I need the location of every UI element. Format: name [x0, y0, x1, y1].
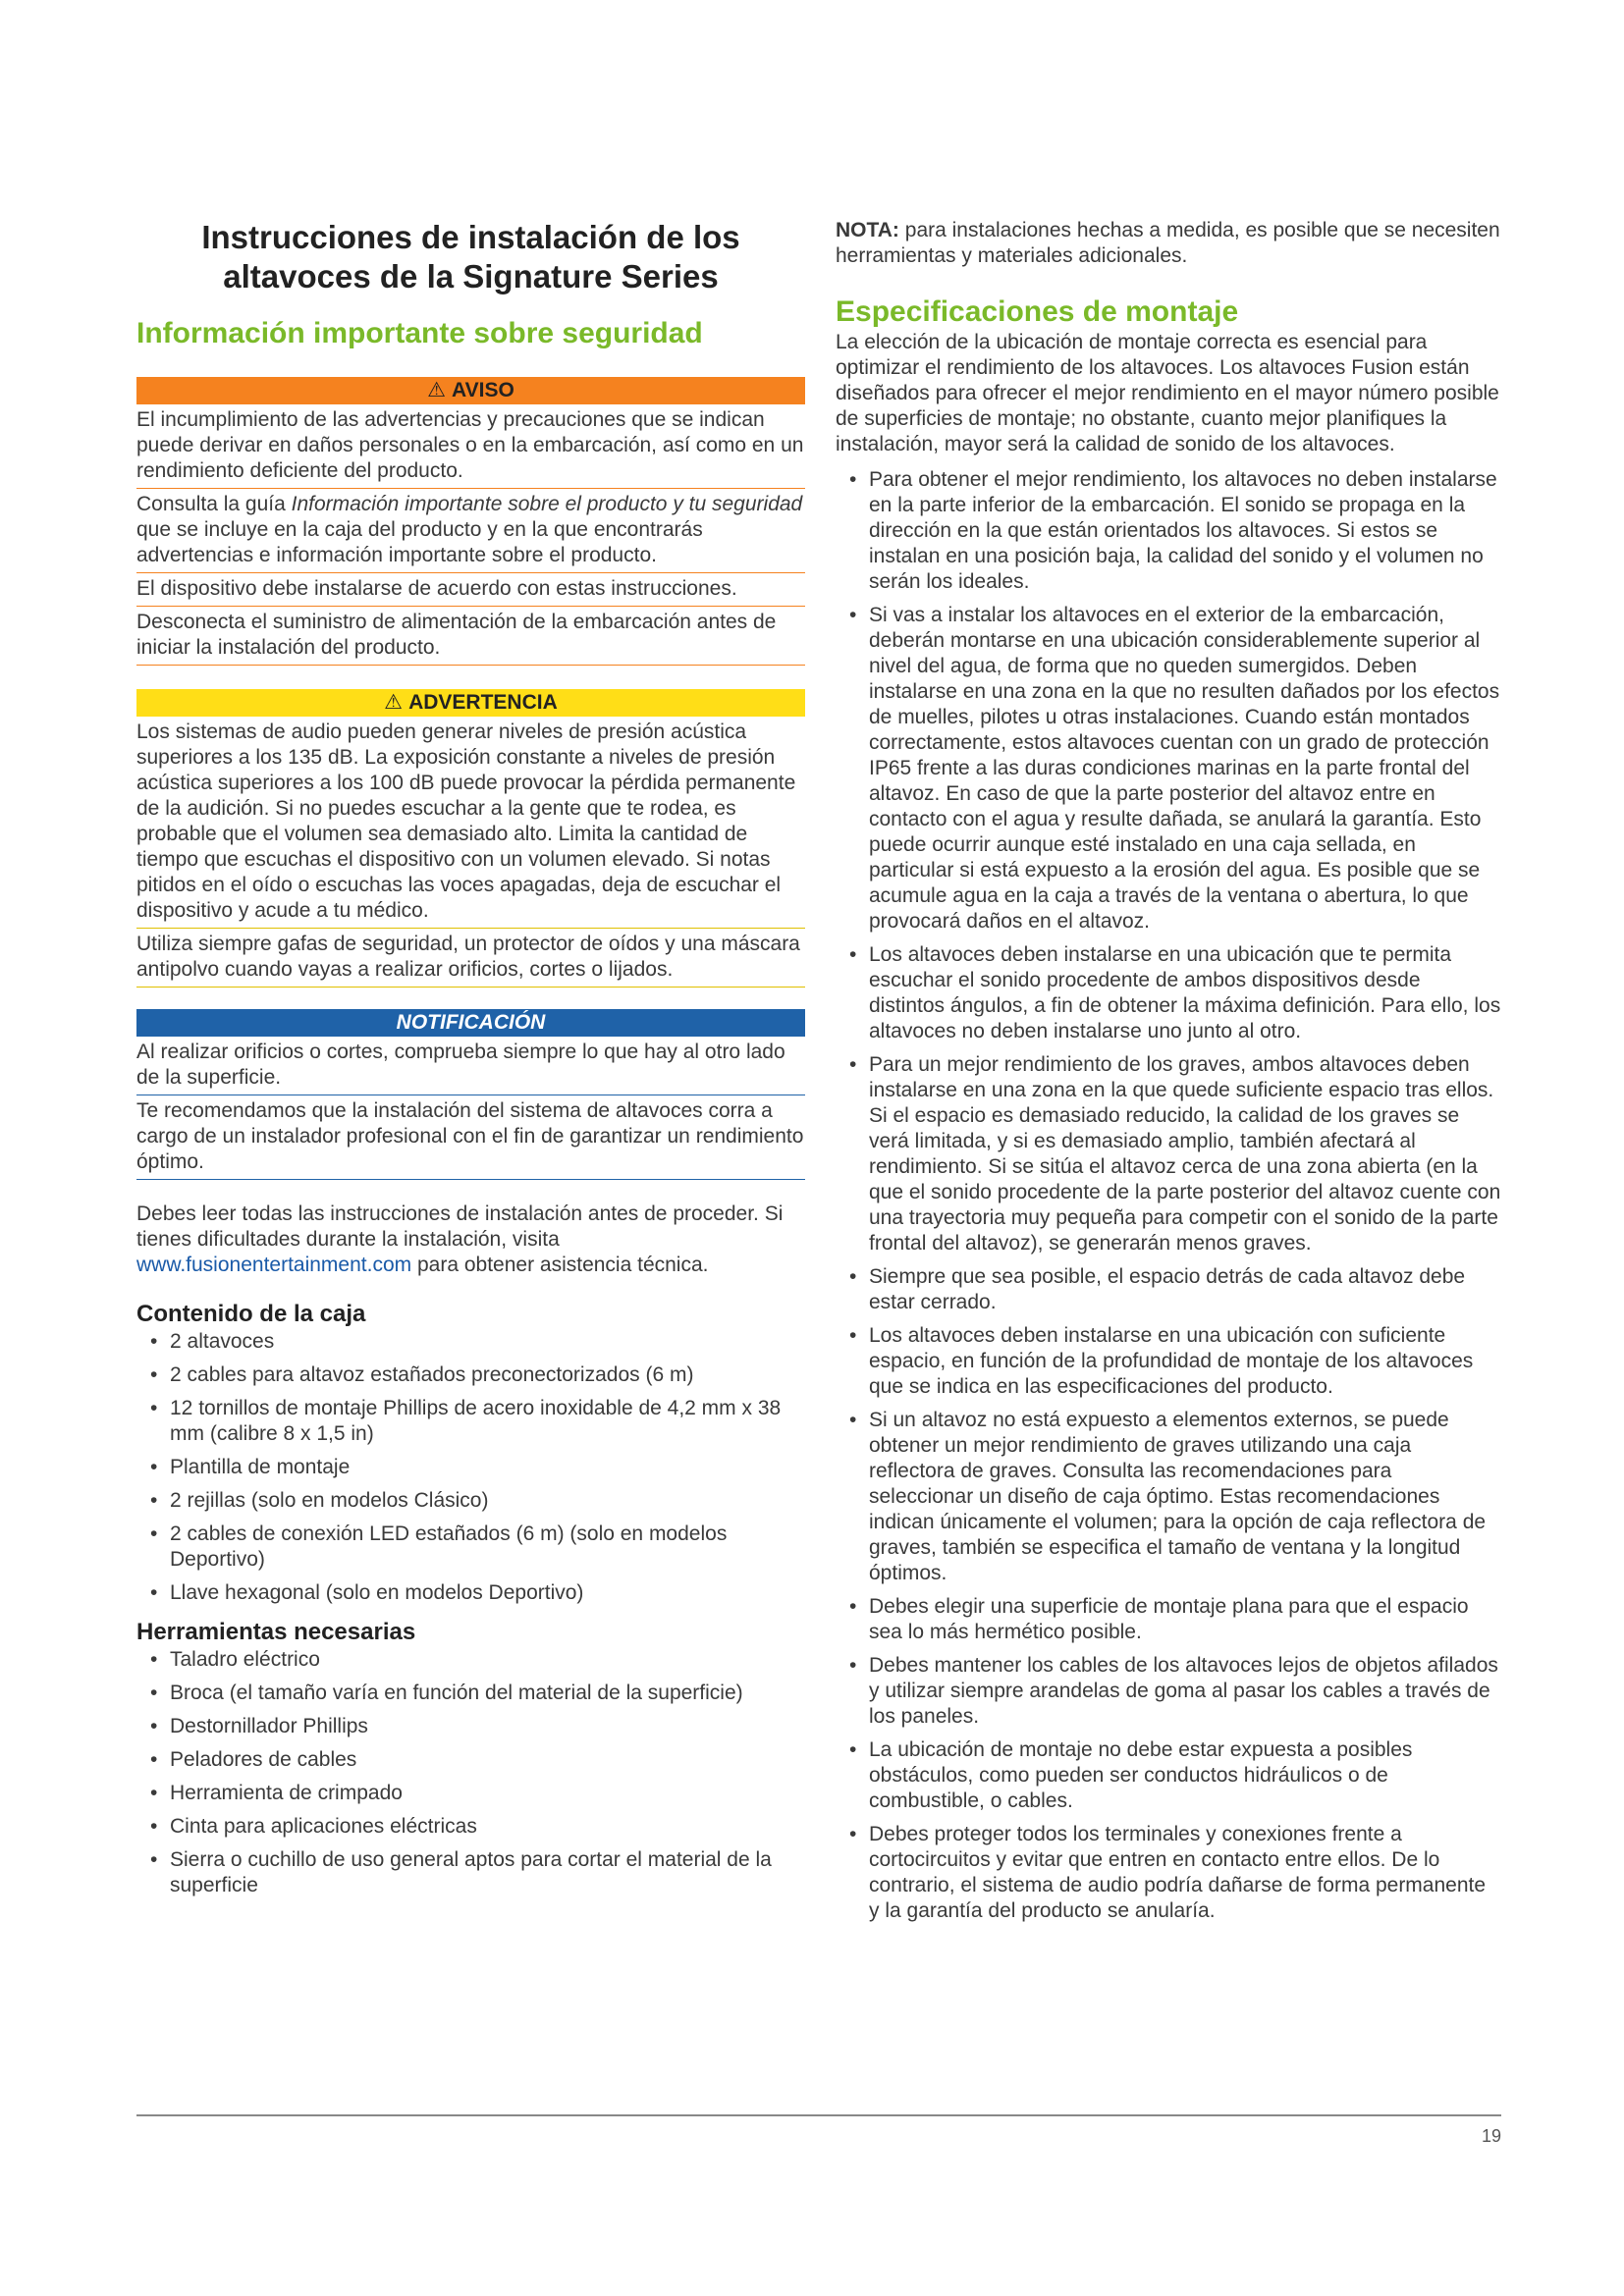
aviso-block-4 — [136, 607, 805, 666]
list-item: • Debes mantener los cables de los altavoces lejos de objetos afilados y utilizar siempre arandelas de goma al pasar los cables a través de los paneles. — [836, 1653, 1501, 1730]
advertencia-block-1 — [136, 717, 805, 929]
list-item: • Siempre que sea posible, el espacio detrás de cada altavoz debe estar cerrado. — [836, 1264, 1501, 1315]
mounting-list — [836, 467, 1501, 1924]
list-item: • Llave hexagonal (solo en modelos Deportivo) — [136, 1580, 805, 1606]
document-title — [136, 218, 805, 296]
notificacion-label: NOTIFICACIÓN — [396, 1011, 546, 1034]
list-item: • Los altavoces deben instalarse en una ubicación que te permita escuchar el sonido procedente de ambos dispositivos desde distintos ángulos, a fin de obtener la máxima definición. Para ello, los altavoces no deben instalarse uno junto al otro. — [836, 942, 1501, 1044]
advertencia-block-2 — [136, 929, 805, 988]
list-item: • Para un mejor rendimiento de los graves, ambos altavoces deben instalarse en una zona en la que quede suficiente espacio tras ellos. Si el espacio es demasiado reducido, la calidad de los graves se verá limitada, y si es demasiado amplio, también afectará al rendimiento. Si se sitúa el altavoz cerca de una zona abierta (en la que el sonido procedente de la parte posterior del altavoz cuente con una trayectoria muy pequeña para competir con el sonido de la parte frontal del altavoz), se generarán menos graves. — [836, 1052, 1501, 1256]
box-contents-heading: Contenido de la caja — [136, 1301, 366, 1327]
notificacion-banner — [136, 1009, 805, 1037]
note-paragraph — [836, 218, 1501, 269]
list-item: • Herramienta de crimpado — [136, 1781, 805, 1806]
list-item: • Si vas a instalar los altavoces en el exterior de la embarcación, deberán montarse en una ubicación considerablemente superior al nivel del agua, de forma que no queden sumergidos. Deben instalarse en una zona en la que no resulten dañados por los efectos de muelles, pilotes u otras instalaciones. Cuando están montados correctamente, estos altavoces cuentan con un grado de protección IP65 frente a las duras condiciones marinas en la parte frontal del altavoz. En caso de que la parte posterior del altavoz entre en contacto con el agua y resulte dañada, se anulará la garantía. Esto puede ocurrir aunque esté instalado en una caja sellada, en particular si está expuesto a la erosión del agua. Es posible que se acumule agua en la caja a través de la ventana o abertura, lo que provocará daños en el altavoz. — [836, 603, 1501, 934]
list-item: • Cinta para aplicaciones eléctricas — [136, 1814, 805, 1840]
list-item: • La ubicación de montaje no debe estar expuesta a posibles obstáculos, como pueden ser conductos hidráulicos o de combustible, o cables. — [836, 1737, 1501, 1814]
warning-triangle-icon: ⚠ — [384, 691, 404, 714]
list-item: • 2 rejillas (solo en modelos Clásico) — [136, 1488, 805, 1514]
tools-list — [136, 1647, 805, 1898]
list-item: • Broca (el tamaño varía en función del material de la superficie) — [136, 1681, 805, 1706]
aviso-block-1 — [136, 404, 805, 489]
list-item: • Los altavoces deben instalarse en una ubicación con suficiente espacio, en función de la profundidad de montaje de los altavoces que se indica en las especificaciones del producto. — [836, 1323, 1501, 1400]
aviso-block-2 — [136, 489, 805, 573]
mounting-intro: La elección de la ubicación de montaje correcta es esencial para optimizar el rendimiento de los altavoces. Los altavoces Fusion están diseñados para ofrecer el mejor rendimiento en el mayor número posible de superficies de montaje; no obstante, cuanto mejor planifiques la instalación, mayor será la calidad de sonido de los altavoces. — [836, 331, 1499, 455]
footer-divider — [136, 2114, 1501, 2116]
list-item: • Para obtener el mejor rendimiento, los altavoces no deben instalarse en la parte inferior de la embarcación. El sonido se propaga en la dirección en la que están orientados los altavoces. Si estos se instalan en una posición baja, la calidad del sonido y el volumen no serán los ideales. — [836, 467, 1501, 595]
aviso-paragraph: El incumplimiento de las advertencias y precauciones que se indican puede derivar en daños personales o en la embarcación, así como en un rendimiento deficiente del producto. — [136, 408, 804, 482]
intro-before-link: Debes leer todas las instrucciones de instalación antes de proceder. Si tienes dificultades durante la instalación, visita — [136, 1202, 784, 1251]
list-item: • Debes proteger todos los terminales y conexiones frente a cortocircuitos y evitar que entren en contacto entre ellos. De lo contrario, el sistema de audio podría dañarse de forma permanente y la garantía del producto se anularía. — [836, 1822, 1501, 1924]
website-link[interactable]: www.fusionentertainment.com — [136, 1254, 412, 1276]
notificacion-block-1 — [136, 1037, 805, 1095]
list-item: • Debes elegir una superficie de montaje plana para que el espacio sea lo más hermético posible. — [836, 1594, 1501, 1645]
list-item: • Plantilla de montaje — [136, 1455, 805, 1480]
list-item: • Taladro eléctrico — [136, 1647, 805, 1673]
document-title-line-1: Instrucciones de instalación de los — [201, 219, 740, 255]
list-item: • 2 cables de conexión LED estañados (6 m) (solo en modelos Deportivo) — [136, 1522, 805, 1573]
advertencia-paragraph: Utiliza siempre gafas de seguridad, un protector de oídos y una máscara antipolvo cuando vayas a realizar orificios, cortes o lijados. — [136, 933, 800, 981]
advertencia-paragraph: Los sistemas de audio pueden generar niveles de presión acústica superiores a los 135 dB. La exposición constante a niveles de presión acústica superiores a los 100 dB puede provocar la pérdida permanente de la audición. Si no puedes escuchar a la gente que te rodea, es probable que el volumen sea demasiado alto. Limita la cantidad de tiempo que escuchas el dispositivo con un volumen elevado. Si notas pitidos en el oído o escuchas las voces apagadas, deja de escuchar el dispositivo y acude a tu médico. — [136, 721, 796, 922]
aviso-label: AVISO — [452, 379, 514, 401]
warning-triangle-icon: ⚠ — [427, 379, 447, 401]
mounting-heading: Especificaciones de montaje — [836, 295, 1239, 328]
note-label: NOTA: — [836, 219, 899, 241]
aviso-paragraph-guide — [136, 492, 805, 568]
advertencia-banner — [136, 689, 805, 717]
list-item: • Destornillador Phillips — [136, 1714, 805, 1739]
notificacion-paragraph: Al realizar orificios o cortes, comprueba siempre lo que hay al otro lado de la superficie. — [136, 1041, 785, 1089]
list-item: • 2 altavoces — [136, 1329, 805, 1355]
list-item: • Si un altavoz no está expuesto a elementos externos, se puede obtener un mejor rendimiento de graves utilizando una caja reflectora de graves. Consulta las recomendaciones para seleccionar un diseño de caja óptimo. Estas recomendaciones indican únicamente el volumen; para la opción de caja reflectora de graves, también se especifica el tamaño de ventana y la longitud óptimos. — [836, 1408, 1501, 1586]
aviso-paragraph: Desconecta el suministro de alimentación de la embarcación antes de iniciar la instalación del producto. — [136, 611, 777, 659]
page-number: 19 — [1481, 2126, 1501, 2146]
list-item: • Peladores de cables — [136, 1747, 805, 1773]
left-column — [136, 218, 805, 1906]
list-item: • 12 tornillos de montaje Phillips de acero inoxidable de 4,2 mm x 38 mm (calibre 8 x 1,5 in) — [136, 1396, 805, 1447]
list-item: • 2 cables para altavoz estañados preconectorizados (6 m) — [136, 1362, 805, 1388]
notificacion-block-2 — [136, 1095, 805, 1180]
intro-after-link: para obtener asistencia técnica. — [411, 1254, 709, 1276]
box-contents-list — [136, 1329, 805, 1606]
right-column — [836, 218, 1501, 1932]
notificacion-paragraph: Te recomendamos que la instalación del sistema de altavoces corra a cargo de un instalador profesional con el fin de garantizar un rendimiento óptimo. — [136, 1099, 804, 1173]
aviso-banner — [136, 377, 805, 404]
document-title-line-2: altavoces de la Signature Series — [223, 258, 719, 294]
safety-heading: Información importante sobre seguridad — [136, 317, 703, 349]
note-text: para instalaciones hechas a medida, es posible que se necesiten herramientas y materiales adicionales. — [836, 219, 1500, 267]
aviso-guide-prefix: Consulta la guía — [136, 493, 292, 515]
list-item: • Sierra o cuchillo de uso general aptos para cortar el material de la superficie — [136, 1847, 805, 1898]
aviso-paragraph: El dispositivo debe instalarse de acuerdo con estas instrucciones. — [136, 577, 737, 600]
aviso-block-3 — [136, 573, 805, 607]
tools-heading: Herramientas necesarias — [136, 1619, 416, 1645]
advertencia-label: ADVERTENCIA — [408, 691, 558, 714]
intro-paragraph — [136, 1201, 805, 1278]
aviso-guide-suffix: que se incluye en la caja del producto y en la que encontrarás advertencias e información importante sobre el producto. — [136, 518, 703, 566]
aviso-guide-title: Información importante sobre el producto y tu seguridad — [291, 493, 803, 515]
